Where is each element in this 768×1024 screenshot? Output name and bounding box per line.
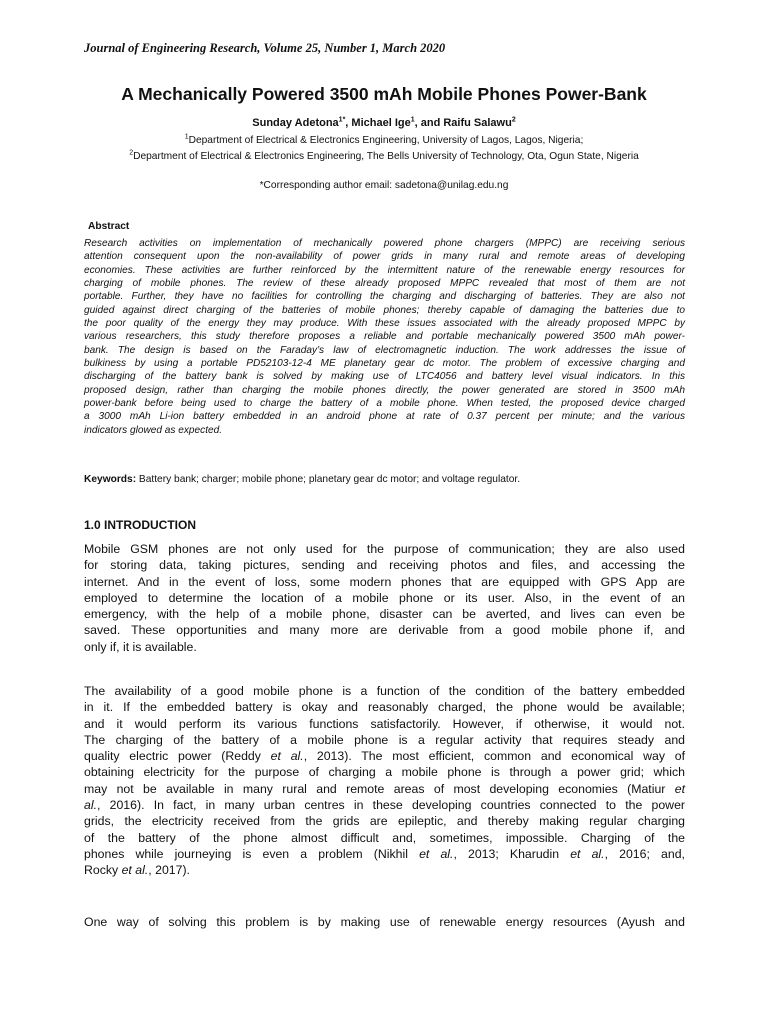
affiliation-1 <box>90 134 678 148</box>
text-line: obtaining electricity for the purpose of charging a mobile phone is through a power grid; which <box>84 765 685 780</box>
text-line: saved. These opportunities and many more are derivable from a good mobile phone if, and <box>84 623 685 638</box>
abstract-heading: Abstract <box>88 221 130 232</box>
keywords-text: Battery bank; charger; mobile phone; planetary gear dc motor; and voltage regulator. <box>136 474 521 485</box>
text-line: grids, the electricity received from the grids are epileptic, and thereby making regular charging <box>84 814 685 829</box>
text-line: bulkiness by using a portable PD52103-12-4 ME planetary gear dc motor. The problem of excessive charging and <box>84 358 685 370</box>
text-line: internet. And in the event of loss, some modern phones that are equipped with GPS App are <box>84 574 685 589</box>
text-line: emergency, with the help of a mobile phone, disaster can be averted, and lives can even be <box>84 607 685 622</box>
keywords <box>84 474 685 485</box>
text-line: quality electric power (Reddy et al., 2013). The most efficient, common and economical way of <box>84 749 685 764</box>
intro-paragraph-1 <box>84 541 685 655</box>
affiliation-text: Department of Electrical & Electronics Engineering, University of Lagos, Lagos, Nigeria; <box>188 135 584 146</box>
affiliation-text: Department of Electrical & Electronics Engineering, The Bells University of Technology, Ota, Ogun State, Nigeria <box>133 151 639 162</box>
text-line: various researchers, this study therefore proposes a reliable and portable mechanically powered 3500 mAh power- <box>84 331 685 343</box>
text-line: guided against direct charging of the batteries of mobile phones; thereby capable of damaging the batteries due to <box>84 304 685 316</box>
author-name: , and Raifu Salawu <box>414 117 512 129</box>
text-line: The charging of the battery of a mobile phone is a regular activity that requires steady and <box>84 732 685 747</box>
affiliation-2 <box>90 150 678 164</box>
intro-paragraph-3 <box>84 914 685 930</box>
text-line: charging of mobile phones. The review of these already proposed MPPC revealed that most of them are not <box>84 278 685 290</box>
text-line: of the battery of the phone almost difficult and, sometimes, impossible. Charging of the <box>84 830 685 845</box>
text-line: Mobile GSM phones are not only used for the purpose of communication; they are also used <box>84 542 685 556</box>
text-line: bank. The design is based on the Faraday’s law of electromagnetic induction. The work addresses the issue of <box>84 344 685 356</box>
text-line: Research activities on implementation of mechanically powered phone chargers (MPPC) are receiving serious <box>84 238 685 249</box>
text-line: power-bank before being used to charge the battery of a mobile phone. When tested, the proposed device charged <box>84 398 685 410</box>
text-line: a 3000 mAh Li-ion battery embedded in an android phone at rate of 0.37 percent per minute; and the various <box>84 411 685 423</box>
text-line: and it would perform its various functions satisfactorily. However, if otherwise, it would not. <box>84 716 685 731</box>
author-superscript: 1* <box>338 116 346 124</box>
text-line: The availability of a good mobile phone is a function of the condition of the battery embedded <box>84 684 685 698</box>
author-superscript: 2 <box>511 116 516 124</box>
paper-title: A Mechanically Powered 3500 mAh Mobile Phones Power-Bank <box>121 84 647 104</box>
text-line: employed to determine the location of a mobile phone or its user. Also, in the event of an <box>84 590 685 605</box>
affiliation-superscript: 2 <box>129 149 134 157</box>
text-line: discharging of the battery bank is solved by making use of LTC4056 and battery level visual indicators. In this <box>84 371 685 383</box>
text-line: portable. Further, they have no facilities for controlling the charging and discharging of batteries. They are also not <box>84 291 685 303</box>
text-line: the poor quality of the energy they may produce. With these issues associated with the already proposed MPPC by <box>84 318 685 330</box>
text-line: only if, it is available. <box>84 639 197 654</box>
text-line: One way of solving this problem is by making use of renewable energy resources (Ayush and <box>84 915 685 929</box>
section-heading-introduction: 1.0 INTRODUCTION <box>84 518 197 532</box>
keywords-label: Keywords: <box>84 474 137 485</box>
text-line: attention consequent upon the non-availability of power grids in many rural and remote areas of developing <box>84 251 685 263</box>
affiliation-superscript: 1 <box>184 133 189 141</box>
journal-header: Journal of Engineering Research, Volume 25, Number 1, March 2020 <box>84 41 446 55</box>
text-line: phones while journeying is even a problem (Nikhil et al., 2013; Kharudin et al., 2016; and, <box>84 846 685 861</box>
author-name: , Michael Ige <box>345 117 411 129</box>
abstract-body <box>84 237 685 437</box>
text-line: may not be available in many rural and remote areas of most developing economies (Matiur et <box>84 781 685 796</box>
text-line: in it. If the embedded battery is okay and reasonably charged, the phone would be available; <box>84 700 685 715</box>
text-line: for storing data, taking pictures, sending and receiving photos and files, and accessing the <box>84 558 685 573</box>
author-list <box>0 117 768 129</box>
text-line: proposed design, rather than charging the mobile phones directly, the power generated are stored in 3500 mAh <box>84 384 685 396</box>
corresponding-email: *Corresponding author email: sadetona@unilag.edu.ng <box>259 180 509 191</box>
author-name: Sunday Adetona <box>252 117 339 129</box>
text-line: indicators glowed as expected. <box>84 424 223 436</box>
text-line: Rocky et al., 2017). <box>84 863 190 878</box>
author-superscript: 1 <box>410 116 415 124</box>
text-line: al., 2016). In fact, in many urban centres in these developing countries connected to the power <box>84 798 685 813</box>
text-line: economies. These activities are further reinforced by the intermittent nature of the renewable energy resources for <box>84 264 685 276</box>
intro-paragraph-2 <box>84 683 685 879</box>
